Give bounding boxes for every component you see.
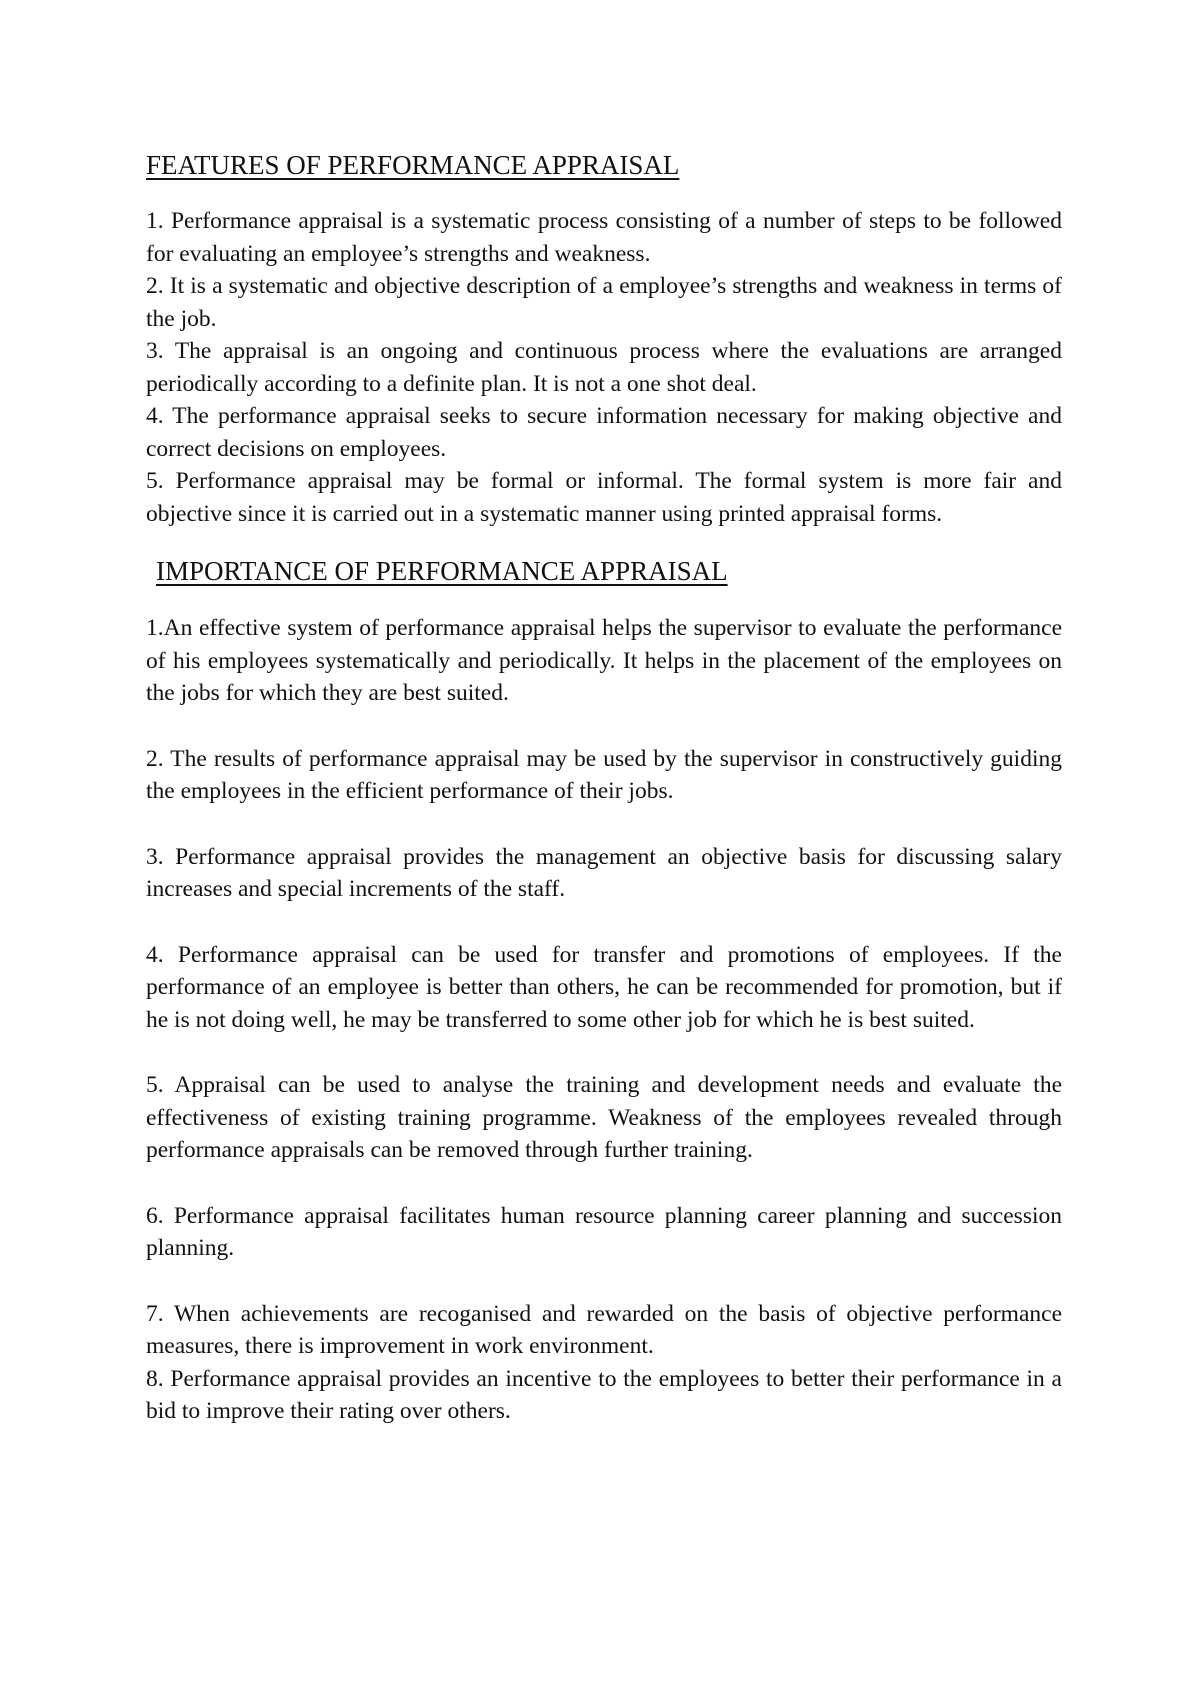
- features-list: [146, 205, 1062, 530]
- importance-item-1: 1.An effective system of performance appraisal helps the supervisor to evaluate the performance of his employees systematically and periodically. It helps in the placement of the employees on the jobs for which they are best suited.: [146, 615, 1062, 706]
- features-item-2: 2. It is a systematic and objective description of a employee’s strengths and weakness in terms of the job.: [146, 273, 1062, 332]
- importance-heading: IMPORTANCE OF PERFORMANCE APPRAISAL: [156, 556, 728, 586]
- importance-item-2: 2. The results of performance appraisal may be used by the supervisor in constructively guiding the employees in the efficient performance of their jobs.: [146, 745, 1062, 804]
- importance-item-7: 7. When achievements are recoganised and rewarded on the basis of objective performance measures, there is improvement in work environment.: [146, 1300, 1062, 1359]
- importance-item-8: 8. Performance appraisal provides an incentive to the employees to better their performance in a bid to improve their rating over others.: [146, 1365, 1062, 1424]
- features-item-4: 4. The performance appraisal seeks to secure information necessary for making objective and correct decisions on employees.: [146, 403, 1062, 462]
- importance-list: [146, 612, 1062, 1428]
- features-item-5: 5. Performance appraisal may be formal or informal. The formal system is more fair and objective since it is carried out in a systematic manner using printed appraisal forms.: [146, 468, 1062, 527]
- features-item-3: 3. The appraisal is an ongoing and continuous process where the evaluations are arranged periodically according to a definite plan. It is not a one shot deal.: [146, 338, 1062, 397]
- importance-item-5: 5. Appraisal can be used to analyse the training and development needs and evaluate the effectiveness of existing training programme. Weakness of the employees revealed through performance appraisals can be removed through further training.: [146, 1072, 1062, 1163]
- features-item-1: 1. Performance appraisal is a systematic process consisting of a number of steps to be followed for evaluating an employee’s strengths and weakness.: [146, 208, 1062, 267]
- importance-item-6: 6. Performance appraisal facilitates human resource planning career planning and succession planning.: [146, 1202, 1062, 1261]
- importance-item-4: 4. Performance appraisal can be used for transfer and promotions of employees. If the performance of an employee is better than others, he can be recommended for promotion, but if he is not doing well, he may be transferred to some other job for which he is best suited.: [146, 941, 1062, 1033]
- features-heading: FEATURES OF PERFORMANCE APPRAISAL: [146, 150, 680, 180]
- document-page: [146, 148, 1062, 1428]
- importance-item-3: 3. Performance appraisal provides the management an objective basis for discussing salary increases and special increments of the staff.: [146, 843, 1062, 902]
